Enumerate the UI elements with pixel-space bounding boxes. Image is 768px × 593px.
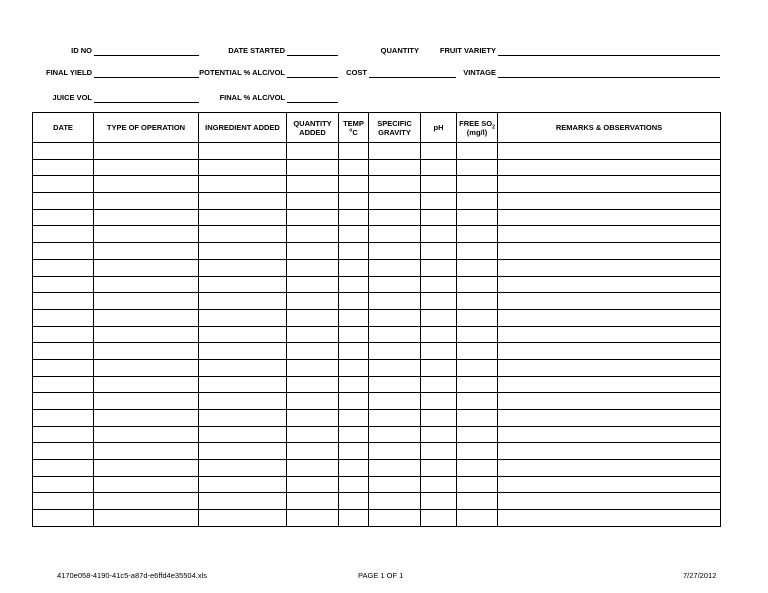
date-cell[interactable] xyxy=(33,226,94,243)
table-row xyxy=(33,276,721,293)
type-of-operation-cell[interactable] xyxy=(94,143,199,160)
ph-header: pH xyxy=(421,113,457,143)
ingredient-added-cell[interactable] xyxy=(199,460,287,477)
ph-cell[interactable] xyxy=(421,476,457,493)
remarks-cell[interactable] xyxy=(498,476,721,493)
free-so2-cell[interactable] xyxy=(457,460,498,477)
ingredient-added-cell[interactable] xyxy=(199,343,287,360)
type-of-operation-cell[interactable] xyxy=(94,209,199,226)
remarks-cell[interactable] xyxy=(498,193,721,210)
date-cell[interactable] xyxy=(33,309,94,326)
specific-gravity-cell[interactable] xyxy=(369,510,421,527)
quantity-added-cell[interactable] xyxy=(287,309,339,326)
table-row xyxy=(33,493,721,510)
date-cell[interactable] xyxy=(33,193,94,210)
table-body xyxy=(33,143,721,527)
type-of-operation-cell[interactable] xyxy=(94,193,199,210)
footer-page-number: PAGE 1 OF 1 xyxy=(358,571,404,580)
quantity-label: QUANTITY xyxy=(380,46,419,55)
ph-cell[interactable] xyxy=(421,376,457,393)
temp-cell[interactable] xyxy=(339,159,369,176)
ingredient-added-cell[interactable] xyxy=(199,226,287,243)
free-so2-cell[interactable] xyxy=(457,143,498,160)
date-cell[interactable] xyxy=(33,143,94,160)
date-header: DATE xyxy=(33,113,94,143)
date-cell[interactable] xyxy=(33,393,94,410)
table-row xyxy=(33,326,721,343)
quantity-added-cell[interactable] xyxy=(287,226,339,243)
type-of-operation-cell[interactable] xyxy=(94,376,199,393)
quantity-added-cell[interactable] xyxy=(287,460,339,477)
ingredient-added-cell[interactable] xyxy=(199,476,287,493)
quantity-added-cell[interactable] xyxy=(287,193,339,210)
temp-cell[interactable] xyxy=(339,193,369,210)
free-so2-cell[interactable] xyxy=(457,359,498,376)
remarks-cell[interactable] xyxy=(498,493,721,510)
free-so2-cell[interactable] xyxy=(457,176,498,193)
ingredient-added-cell[interactable] xyxy=(199,293,287,310)
table-row xyxy=(33,376,721,393)
specific-gravity-cell[interactable] xyxy=(369,309,421,326)
specific-gravity-cell[interactable] xyxy=(369,359,421,376)
quantity-added-cell[interactable] xyxy=(287,443,339,460)
type-of-operation-cell[interactable] xyxy=(94,226,199,243)
remarks-cell[interactable] xyxy=(498,176,721,193)
type-of-operation-cell[interactable] xyxy=(94,510,199,527)
degree-symbol: o xyxy=(349,127,353,133)
ingredient-added-cell[interactable] xyxy=(199,393,287,410)
table-row xyxy=(33,159,721,176)
table-row xyxy=(33,359,721,376)
date-cell[interactable] xyxy=(33,426,94,443)
type-of-operation-cell[interactable] xyxy=(94,343,199,360)
table-row xyxy=(33,476,721,493)
free-so2-cell[interactable] xyxy=(457,193,498,210)
temp-cell[interactable] xyxy=(339,493,369,510)
free-so2-line2: (mg/l) xyxy=(466,127,488,137)
date-cell[interactable] xyxy=(33,209,94,226)
free-so2-cell[interactable] xyxy=(457,243,498,260)
free-so2-cell[interactable] xyxy=(457,309,498,326)
date-cell[interactable] xyxy=(33,293,94,310)
table-row xyxy=(33,226,721,243)
ingredient-added-cell[interactable] xyxy=(199,426,287,443)
type-of-operation-cell[interactable] xyxy=(94,159,199,176)
id-no-line[interactable] xyxy=(94,55,199,56)
remarks-cell[interactable] xyxy=(498,326,721,343)
free-so2-cell[interactable] xyxy=(457,493,498,510)
temp-cell[interactable] xyxy=(339,376,369,393)
quantity-added-cell[interactable] xyxy=(287,143,339,160)
specific-gravity-cell[interactable] xyxy=(369,209,421,226)
footer-filename: 4170e058-4190-41c5-a87d-e6ffd4e35504.xls xyxy=(57,571,207,580)
date-cell[interactable] xyxy=(33,326,94,343)
table-row xyxy=(33,176,721,193)
ingredient-added-cell[interactable] xyxy=(199,493,287,510)
type-of-operation-header: TYPE OF OPERATION xyxy=(94,113,199,143)
specific-gravity-cell[interactable] xyxy=(369,476,421,493)
ingredient-added-cell[interactable] xyxy=(199,193,287,210)
so2-subscript: 2 xyxy=(492,124,495,130)
remarks-cell[interactable] xyxy=(498,410,721,427)
quantity-added-cell[interactable] xyxy=(287,376,339,393)
remarks-cell[interactable] xyxy=(498,209,721,226)
specific-gravity-cell[interactable] xyxy=(369,393,421,410)
temp-cell[interactable] xyxy=(339,359,369,376)
juice-vol-line[interactable] xyxy=(94,102,199,103)
potential-alc-line[interactable] xyxy=(287,77,338,78)
type-of-operation-cell[interactable] xyxy=(94,493,199,510)
ingredient-added-cell[interactable] xyxy=(199,243,287,260)
specific-gravity-cell[interactable] xyxy=(369,243,421,260)
date-cell[interactable] xyxy=(33,493,94,510)
type-of-operation-cell[interactable] xyxy=(94,426,199,443)
ph-cell[interactable] xyxy=(421,209,457,226)
ph-cell[interactable] xyxy=(421,510,457,527)
ph-cell[interactable] xyxy=(421,410,457,427)
date-cell[interactable] xyxy=(33,343,94,360)
ph-cell[interactable] xyxy=(421,143,457,160)
ingredient-added-cell[interactable] xyxy=(199,510,287,527)
type-of-operation-cell[interactable] xyxy=(94,259,199,276)
table-row xyxy=(33,259,721,276)
specific-gravity-cell[interactable] xyxy=(369,493,421,510)
specific-gravity-cell[interactable] xyxy=(369,326,421,343)
free-so2-cell[interactable] xyxy=(457,159,498,176)
id-no-label: ID NO xyxy=(71,46,92,55)
table-row xyxy=(33,243,721,260)
date-cell[interactable] xyxy=(33,460,94,477)
temp-cell[interactable] xyxy=(339,226,369,243)
quantity-added-cell[interactable] xyxy=(287,176,339,193)
temp-cell[interactable] xyxy=(339,443,369,460)
ph-cell[interactable] xyxy=(421,443,457,460)
quantity-added-cell[interactable] xyxy=(287,243,339,260)
free-so2-cell[interactable] xyxy=(457,209,498,226)
quantity-added-cell[interactable] xyxy=(287,393,339,410)
table-row xyxy=(33,143,721,160)
quantity-added-cell[interactable] xyxy=(287,259,339,276)
remarks-cell[interactable] xyxy=(498,143,721,160)
quantity-added-cell[interactable] xyxy=(287,159,339,176)
specific-gravity-cell[interactable] xyxy=(369,293,421,310)
quantity-added-line2: ADDED xyxy=(299,127,326,137)
free-so2-cell[interactable] xyxy=(457,476,498,493)
remarks-cell[interactable] xyxy=(498,359,721,376)
table-row xyxy=(33,460,721,477)
specific-gravity-line2: GRAVITY xyxy=(378,127,411,137)
ph-cell[interactable] xyxy=(421,393,457,410)
cost-label: COST xyxy=(346,68,367,77)
footer-date: 7/27/2012 xyxy=(683,571,717,580)
temp-cell[interactable] xyxy=(339,276,369,293)
table-row xyxy=(33,510,721,527)
specific-gravity-cell[interactable] xyxy=(369,343,421,360)
date-cell[interactable] xyxy=(33,476,94,493)
remarks-cell[interactable] xyxy=(498,343,721,360)
free-so2-cell[interactable] xyxy=(457,226,498,243)
ingredient-added-cell[interactable] xyxy=(199,443,287,460)
table-row xyxy=(33,410,721,427)
ingredient-added-cell[interactable] xyxy=(199,326,287,343)
specific-gravity-cell[interactable] xyxy=(369,143,421,160)
temp-cell[interactable] xyxy=(339,143,369,160)
free-so2-line1 xyxy=(458,119,496,128)
remarks-cell[interactable] xyxy=(498,159,721,176)
ph-cell[interactable] xyxy=(421,193,457,210)
remarks-cell[interactable] xyxy=(498,460,721,477)
quantity-added-cell[interactable] xyxy=(287,359,339,376)
date-cell[interactable] xyxy=(33,376,94,393)
celsius-label: C xyxy=(352,127,358,137)
ingredient-added-cell[interactable] xyxy=(199,259,287,276)
quantity-added-cell[interactable] xyxy=(287,343,339,360)
specific-gravity-cell[interactable] xyxy=(369,193,421,210)
quantity-added-cell[interactable] xyxy=(287,476,339,493)
type-of-operation-cell[interactable] xyxy=(94,476,199,493)
operations-log-table xyxy=(32,112,721,527)
free-so2-cell[interactable] xyxy=(457,510,498,527)
temp-cell[interactable] xyxy=(339,476,369,493)
specific-gravity-line1: SPECIFIC xyxy=(377,118,412,128)
table-row xyxy=(33,393,721,410)
final-alc-label: FINAL % ALC/VOL xyxy=(219,93,285,102)
temp-cell[interactable] xyxy=(339,243,369,260)
ingredient-added-cell[interactable] xyxy=(199,359,287,376)
ingredient-added-cell[interactable] xyxy=(199,209,287,226)
temp-cell[interactable] xyxy=(339,176,369,193)
ingredient-added-cell[interactable] xyxy=(199,159,287,176)
ph-cell[interactable] xyxy=(421,493,457,510)
vintage-line[interactable] xyxy=(498,77,720,78)
quantity-added-line1: QUANTITY xyxy=(293,118,332,128)
fruit-variety-line[interactable] xyxy=(498,55,720,56)
free-so2-cell[interactable] xyxy=(457,426,498,443)
ingredient-added-cell[interactable] xyxy=(199,376,287,393)
remarks-cell[interactable] xyxy=(498,376,721,393)
ph-cell[interactable] xyxy=(421,460,457,477)
specific-gravity-cell[interactable] xyxy=(369,426,421,443)
date-cell[interactable] xyxy=(33,259,94,276)
free-so2-cell[interactable] xyxy=(457,376,498,393)
type-of-operation-cell[interactable] xyxy=(94,276,199,293)
date-cell[interactable] xyxy=(33,159,94,176)
ph-cell[interactable] xyxy=(421,326,457,343)
free-so2-header xyxy=(457,113,498,143)
specific-gravity-cell[interactable] xyxy=(369,259,421,276)
date-cell[interactable] xyxy=(33,176,94,193)
specific-gravity-header xyxy=(369,113,421,143)
potential-alc-label: POTENTIAL % ALC/VOL xyxy=(199,68,285,77)
ph-cell[interactable] xyxy=(421,309,457,326)
final-yield-label: FINAL YIELD xyxy=(46,68,92,77)
table-row xyxy=(33,443,721,460)
temp-cell[interactable] xyxy=(339,259,369,276)
quantity-added-header xyxy=(287,113,339,143)
date-cell[interactable] xyxy=(33,276,94,293)
type-of-operation-cell[interactable] xyxy=(94,243,199,260)
type-of-operation-cell[interactable] xyxy=(94,359,199,376)
vintage-label: VINTAGE xyxy=(463,68,496,77)
ph-cell[interactable] xyxy=(421,359,457,376)
free-so2-cell[interactable] xyxy=(457,410,498,427)
table-header-row xyxy=(33,113,721,143)
specific-gravity-cell[interactable] xyxy=(369,159,421,176)
specific-gravity-cell[interactable] xyxy=(369,410,421,427)
final-yield-line[interactable] xyxy=(94,77,199,78)
ph-cell[interactable] xyxy=(421,243,457,260)
remarks-cell[interactable] xyxy=(498,259,721,276)
type-of-operation-cell[interactable] xyxy=(94,393,199,410)
remarks-cell[interactable] xyxy=(498,443,721,460)
quantity-added-cell[interactable] xyxy=(287,426,339,443)
date-cell[interactable] xyxy=(33,243,94,260)
temp-cell[interactable] xyxy=(339,309,369,326)
temp-header xyxy=(339,113,369,143)
specific-gravity-cell[interactable] xyxy=(369,176,421,193)
remarks-cell[interactable] xyxy=(498,276,721,293)
free-so2-cell[interactable] xyxy=(457,443,498,460)
table-row xyxy=(33,209,721,226)
ph-cell[interactable] xyxy=(421,159,457,176)
temp-cell[interactable] xyxy=(339,343,369,360)
quantity-added-cell[interactable] xyxy=(287,493,339,510)
remarks-cell[interactable] xyxy=(498,393,721,410)
remarks-cell[interactable] xyxy=(498,309,721,326)
temp-cell[interactable] xyxy=(339,293,369,310)
temp-cell[interactable] xyxy=(339,393,369,410)
table-row xyxy=(33,193,721,210)
remarks-cell[interactable] xyxy=(498,293,721,310)
free-so2-cell[interactable] xyxy=(457,276,498,293)
date-started-line[interactable] xyxy=(287,55,338,56)
table-row xyxy=(33,343,721,360)
quantity-added-cell[interactable] xyxy=(287,510,339,527)
specific-gravity-cell[interactable] xyxy=(369,376,421,393)
remarks-cell[interactable] xyxy=(498,226,721,243)
ph-cell[interactable] xyxy=(421,259,457,276)
specific-gravity-cell[interactable] xyxy=(369,460,421,477)
type-of-operation-cell[interactable] xyxy=(94,326,199,343)
remarks-cell[interactable] xyxy=(498,243,721,260)
temp-cell[interactable] xyxy=(339,410,369,427)
quantity-added-cell[interactable] xyxy=(287,410,339,427)
date-started-label: DATE STARTED xyxy=(228,46,285,55)
date-cell[interactable] xyxy=(33,510,94,527)
free-so2-cell[interactable] xyxy=(457,259,498,276)
date-cell[interactable] xyxy=(33,443,94,460)
free-so2-cell[interactable] xyxy=(457,293,498,310)
ph-cell[interactable] xyxy=(421,276,457,293)
temp-cell[interactable] xyxy=(339,426,369,443)
ingredient-added-header: INGREDIENT ADDED xyxy=(199,113,287,143)
ph-cell[interactable] xyxy=(421,226,457,243)
ph-cell[interactable] xyxy=(421,176,457,193)
remarks-header: REMARKS & OBSERVATIONS xyxy=(498,113,721,143)
free-so2-cell[interactable] xyxy=(457,326,498,343)
quantity-added-cell[interactable] xyxy=(287,276,339,293)
type-of-operation-cell[interactable] xyxy=(94,309,199,326)
juice-vol-label: JUICE VOL xyxy=(52,93,92,102)
type-of-operation-cell[interactable] xyxy=(94,460,199,477)
ph-cell[interactable] xyxy=(421,343,457,360)
type-of-operation-cell[interactable] xyxy=(94,443,199,460)
date-cell[interactable] xyxy=(33,410,94,427)
free-so2-cell[interactable] xyxy=(457,343,498,360)
ingredient-added-cell[interactable] xyxy=(199,309,287,326)
specific-gravity-cell[interactable] xyxy=(369,276,421,293)
type-of-operation-cell[interactable] xyxy=(94,410,199,427)
ph-cell[interactable] xyxy=(421,293,457,310)
table-row xyxy=(33,293,721,310)
ingredient-added-cell[interactable] xyxy=(199,176,287,193)
cost-line[interactable] xyxy=(369,77,456,78)
remarks-cell[interactable] xyxy=(498,510,721,527)
table-row xyxy=(33,309,721,326)
quantity-added-cell[interactable] xyxy=(287,326,339,343)
remarks-cell[interactable] xyxy=(498,426,721,443)
quantity-added-cell[interactable] xyxy=(287,209,339,226)
final-alc-line[interactable] xyxy=(287,102,338,103)
free-so2-cell[interactable] xyxy=(457,393,498,410)
temp-cell[interactable] xyxy=(339,460,369,477)
free-so-label: FREE SO xyxy=(459,118,493,128)
specific-gravity-cell[interactable] xyxy=(369,226,421,243)
temp-cell[interactable] xyxy=(339,510,369,527)
temp-line1: TEMP xyxy=(343,118,364,128)
quantity-added-cell[interactable] xyxy=(287,293,339,310)
ingredient-added-cell[interactable] xyxy=(199,276,287,293)
temp-cell[interactable] xyxy=(339,326,369,343)
type-of-operation-cell[interactable] xyxy=(94,176,199,193)
type-of-operation-cell[interactable] xyxy=(94,293,199,310)
temp-unit xyxy=(340,128,367,137)
table-row xyxy=(33,426,721,443)
fruit-variety-label: FRUIT VARIETY xyxy=(439,46,496,55)
temp-cell[interactable] xyxy=(339,209,369,226)
ingredient-added-cell[interactable] xyxy=(199,143,287,160)
ingredient-added-cell[interactable] xyxy=(199,410,287,427)
date-cell[interactable] xyxy=(33,359,94,376)
ph-cell[interactable] xyxy=(421,426,457,443)
specific-gravity-cell[interactable] xyxy=(369,443,421,460)
